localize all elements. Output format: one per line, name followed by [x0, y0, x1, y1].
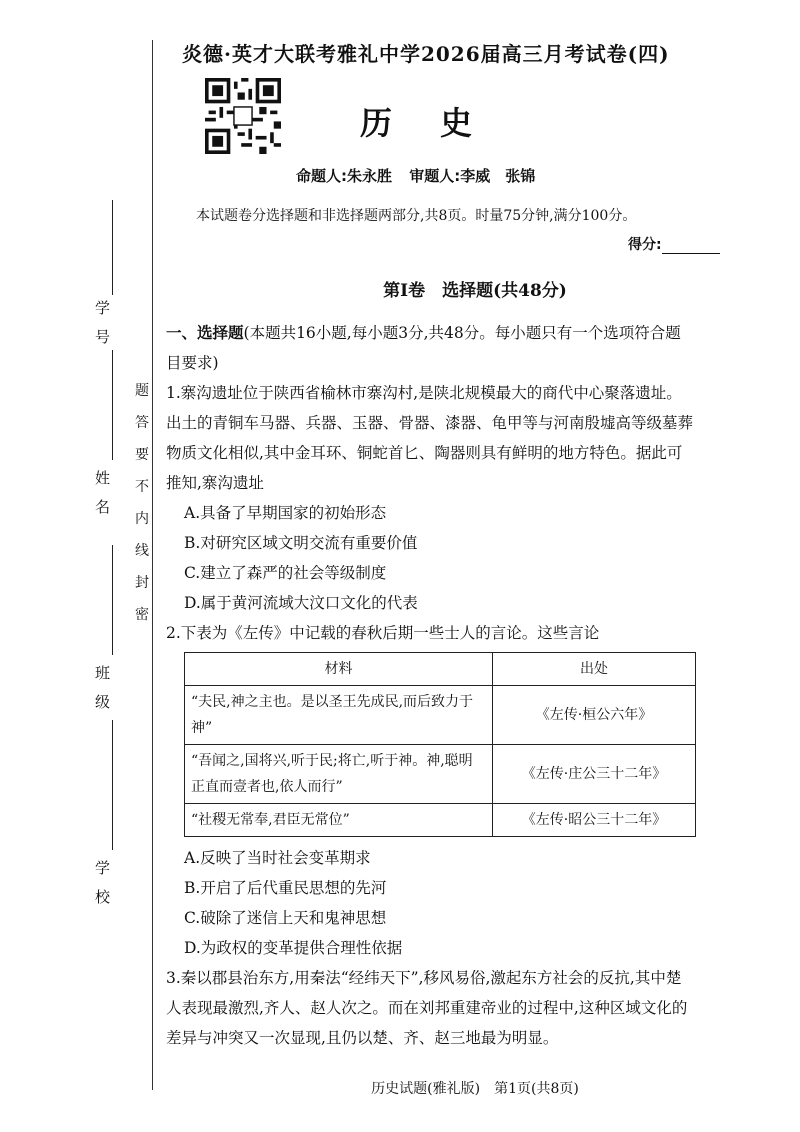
binding-margin: [0, 0, 150, 1132]
table-cell-source: 《左传·昭公三十二年》: [493, 804, 696, 837]
section-heading: [166, 318, 696, 378]
school-label: 学校: [93, 860, 111, 918]
table-row: [185, 804, 696, 837]
question-3-stem: 3.秦以郡县治东方,用秦法“经纬天下”,移风易俗,激起东方社会的反抗,其中楚人表现最激烈,齐人、赵人次之。而在刘邦重建帝业的过程中,这种区域文化的差异与冲突又一次显现,且仍以楚、齐、赵三地最为明显。: [166, 969, 688, 1047]
class-label: 班级: [93, 665, 111, 723]
qr-code-icon[interactable]: [205, 78, 281, 154]
table-cell-source: 《左传·庄公三十二年》: [493, 745, 696, 804]
binding-divider: [152, 40, 153, 1090]
seal-char: 密: [135, 607, 149, 623]
table-row: [185, 686, 696, 745]
seal-char: 答: [135, 415, 149, 431]
score-label: 得分:: [628, 237, 662, 253]
exam-description: 本试题卷分选择题和非选择题两部分,共8页。时量75分钟,满分100分。: [196, 208, 637, 224]
question-2-option-d[interactable]: D.为政权的变革提供合理性依据: [184, 939, 403, 957]
school-field: [92, 860, 132, 918]
table-header: 出处: [493, 653, 696, 686]
section-title: 一、选择题: [166, 323, 244, 342]
name-label: 姓名: [93, 470, 111, 528]
question-1-option-d[interactable]: D.属于黄河流域大汶口文化的代表: [184, 594, 418, 612]
section-instruction: (本题共16小题,每小题3分,共48分。每小题只有一个选项符合题目要求): [166, 324, 681, 372]
questions-body: [166, 318, 696, 1053]
question-2-stem: 2.下表为《左传》中记载的春秋后期一些士人的言论。这些言论: [166, 624, 600, 642]
seal-char: 内: [135, 511, 149, 527]
seal-char: 不: [135, 479, 149, 495]
name-field: [92, 470, 132, 528]
seal-char: 线: [135, 543, 149, 559]
page-footer: 历史试题(雅礼版) 第1页(共8页): [371, 1081, 579, 1097]
table-cell-material: “吾闻之,国将兴,听于民;将亡,听于神。神,聪明正直而壹者也,依人而行”: [185, 745, 493, 804]
score-field: [628, 234, 720, 254]
question-2-option-c[interactable]: C.破除了迷信上天和鬼神思想: [184, 909, 387, 927]
table-cell-source: 《左传·桓公六年》: [493, 686, 696, 745]
question-1-option-c[interactable]: C.建立了森严的社会等级制度: [184, 564, 387, 582]
table-cell-material: “社稷无常奉,君臣无常位”: [185, 804, 493, 837]
seal-char: 封: [135, 575, 149, 591]
part-title: 第Ⅰ卷 选择题(共48分): [383, 281, 567, 301]
exam-title: 炎德·英才大联考雅礼中学2026届高三月考试卷(四): [182, 42, 670, 66]
authors-line: [296, 165, 547, 186]
question-1-option-a[interactable]: A.具备了早期国家的初始形态: [184, 504, 387, 522]
question-1-option-b[interactable]: B.对研究区域文明交流有重要价值: [184, 534, 418, 552]
table-header: 材料: [185, 653, 493, 686]
table-row: [185, 745, 696, 804]
question-2-table: [184, 652, 696, 837]
question-1-stem: 1.寨沟遗址位于陕西省榆林市寨沟村,是陕北规模最大的商代中心聚落遗址。出土的青铜车马器、兵器、玉器、骨器、漆器、龟甲等与河南殷墟高等级墓葬物质文化相似,其中金耳环、铜蛇首匕、陶器则具有鲜明的地方特色。据此可推知,寨沟遗址: [166, 384, 694, 492]
score-blank[interactable]: [662, 239, 720, 254]
student-id-label: 学号: [93, 300, 111, 358]
question-2-option-b[interactable]: B.开启了后代重民思想的先河: [184, 879, 387, 897]
question-2-option-a[interactable]: A.反映了当时社会变革期求: [184, 849, 371, 867]
seal-char: 要: [135, 447, 149, 463]
seal-char: 题: [135, 383, 149, 399]
table-header-row: [185, 653, 696, 686]
reviewer-text: 审题人:李威 张锦: [409, 167, 536, 185]
table-cell-material: “夫民,神之主也。是以圣王先成民,而后致力于神”: [185, 686, 493, 745]
setter-text: 命题人:朱永胜: [296, 167, 392, 185]
class-field: [92, 665, 132, 723]
subject-title: 历史: [360, 104, 521, 142]
